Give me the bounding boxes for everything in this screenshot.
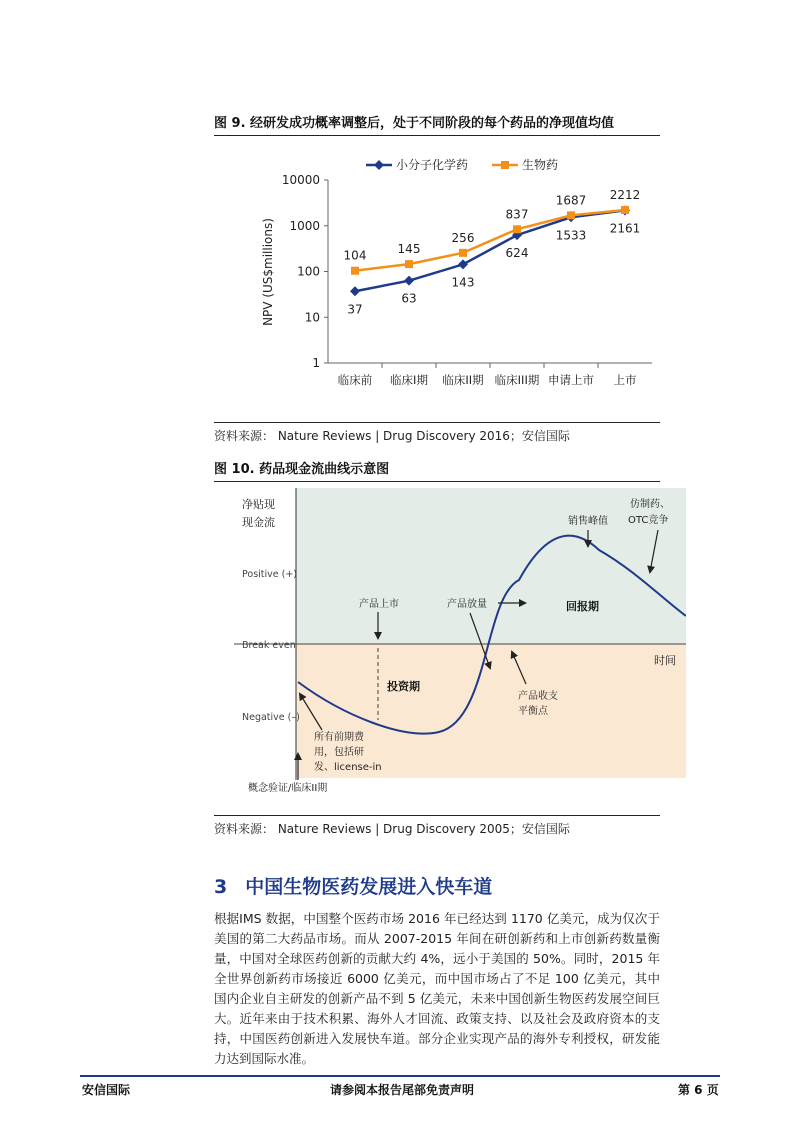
data-point-biologic — [405, 260, 413, 268]
section-title: 中国生物医药发展进入快车道 — [245, 876, 493, 898]
x-category-label: 临床I期 — [390, 373, 428, 387]
legend-marker-biologic — [501, 161, 509, 169]
investment-period-label: 投资期 — [387, 680, 420, 693]
legend-label-biologic: 生物药 — [522, 158, 559, 172]
cost-label-line-2: 用，包括研 — [314, 747, 364, 758]
data-label-small-molecule: 63 — [401, 291, 417, 306]
y-tick-label: 1 — [312, 356, 320, 370]
data-label-small-molecule: 624 — [505, 246, 529, 261]
poc-label: 概念验证/临床II期 — [248, 783, 328, 794]
balance-label-line-2: 平衡点 — [518, 706, 548, 717]
data-point-biologic — [621, 206, 629, 214]
data-label-biologic: 837 — [505, 207, 529, 222]
generic-label-line-2: OTC竞争 — [628, 515, 669, 526]
y-tick-labels — [282, 173, 328, 370]
negative-label: Negative (–) — [242, 712, 300, 723]
data-label-biologic: 2212 — [609, 187, 641, 202]
cost-label-line-1: 所有前期费 — [314, 732, 364, 743]
footer-disclaimer: 请参阅本报告尾部免责声明 — [330, 1083, 475, 1097]
return-period-label: 回报期 — [566, 600, 599, 613]
npv-line-chart — [214, 140, 660, 422]
y-axis-label: NPV (US$millions) — [261, 218, 275, 326]
data-point-small-molecule — [458, 259, 468, 269]
section-number: 3 — [214, 876, 228, 898]
section-paragraph: 根据IMS 数据，中国整个医药市场 2016 年已经达到 1170 亿美元，成为仅次于美国的第二大药品市场。而从 2007-2015 年间在研创新药和上市创新药数量衡量，中国对全球医药创新的贡献大约 4%，远小于美国的 50%。同时，2015 年全世界创新药市场接近 6000 亿美元，而中国市场占了不足 100 亿美元，其中国内企业自主研发的创新产品不到 5 亿美元，未来中国创新生物医药发展空间巨大。近年来由于技术积累、海外人才回流、政策支持、以及社会及政府资本的支持，中国医药创新进入发展快车道。部分企业实现产品的海外专利授权，研发能力达到国际水准。 — [214, 911, 660, 1066]
data-label-small-molecule: 143 — [451, 275, 475, 290]
cost-label-line-3: 发、license-in — [314, 762, 382, 773]
footer-divider — [80, 1075, 720, 1077]
data-label-biologic: 104 — [343, 248, 367, 263]
x-category-labels — [338, 363, 637, 387]
ramp-label: 产品放量 — [447, 599, 487, 610]
legend-marker-small-molecule — [374, 160, 384, 170]
time-axis-label: 时间 — [654, 654, 676, 667]
data-point-small-molecule — [350, 286, 360, 296]
y-axis-title-line-1: 净贴现 — [242, 498, 275, 511]
x-category-label: 申请上市 — [548, 373, 594, 387]
chart-legend — [366, 157, 558, 172]
data-label-small-molecule: 2161 — [609, 221, 641, 236]
launch-label: 产品上市 — [359, 599, 399, 610]
data-label-biologic: 145 — [397, 242, 421, 257]
data-point-small-molecule — [404, 276, 414, 286]
figure-9-title: 图 9. 经研发成功概率调整后，处于不同阶段的每个药品的净现值均值 — [214, 112, 660, 136]
figure-10-title: 图 10. 药品现金流曲线示意图 — [214, 458, 660, 482]
x-category-label: 上市 — [613, 373, 637, 387]
cash-flow-diagram — [234, 488, 686, 808]
legend-label-small-molecule: 小分子化学药 — [396, 158, 469, 172]
positive-region — [296, 488, 686, 644]
positive-label: Positive (+) — [242, 569, 298, 580]
data-point-biologic — [459, 249, 467, 257]
y-tick-label: 10000 — [281, 173, 320, 187]
data-label-small-molecule: 37 — [347, 302, 363, 317]
chart-series — [344, 188, 641, 316]
footer-page-number: 第 6 页 — [678, 1083, 719, 1097]
figure-9-source: 资料来源： Nature Reviews | Drug Discovery 2016；安信国际 — [214, 422, 660, 444]
data-label-biologic: 256 — [451, 230, 475, 245]
footer-company: 安信国际 — [82, 1083, 131, 1097]
figure-10-source: 资料来源： Nature Reviews | Drug Discovery 2005；安信国际 — [214, 815, 660, 837]
data-label-biologic: 1687 — [555, 193, 587, 208]
peak-sales-label: 销售峰值 — [568, 516, 608, 527]
data-point-biologic — [567, 211, 575, 219]
series-line-small-molecule — [355, 210, 625, 291]
data-point-biologic — [351, 267, 359, 275]
generic-label-line-1: 仿制药、 — [630, 499, 670, 510]
x-category-label: 临床III期 — [494, 373, 540, 387]
x-category-label: 临床前 — [337, 373, 373, 387]
y-tick-label: 100 — [297, 264, 320, 279]
data-point-biologic — [513, 225, 521, 233]
break-even-label: Break even — [242, 640, 296, 651]
section-heading — [214, 872, 492, 899]
data-label-small-molecule: 1533 — [555, 228, 587, 243]
x-category-label: 临床II期 — [442, 373, 484, 387]
y-tick-label: 1000 — [289, 218, 320, 233]
y-tick-label: 10 — [304, 310, 320, 325]
balance-label-line-1: 产品收支 — [518, 691, 558, 702]
y-axis-title-line-2: 现金流 — [242, 516, 275, 529]
